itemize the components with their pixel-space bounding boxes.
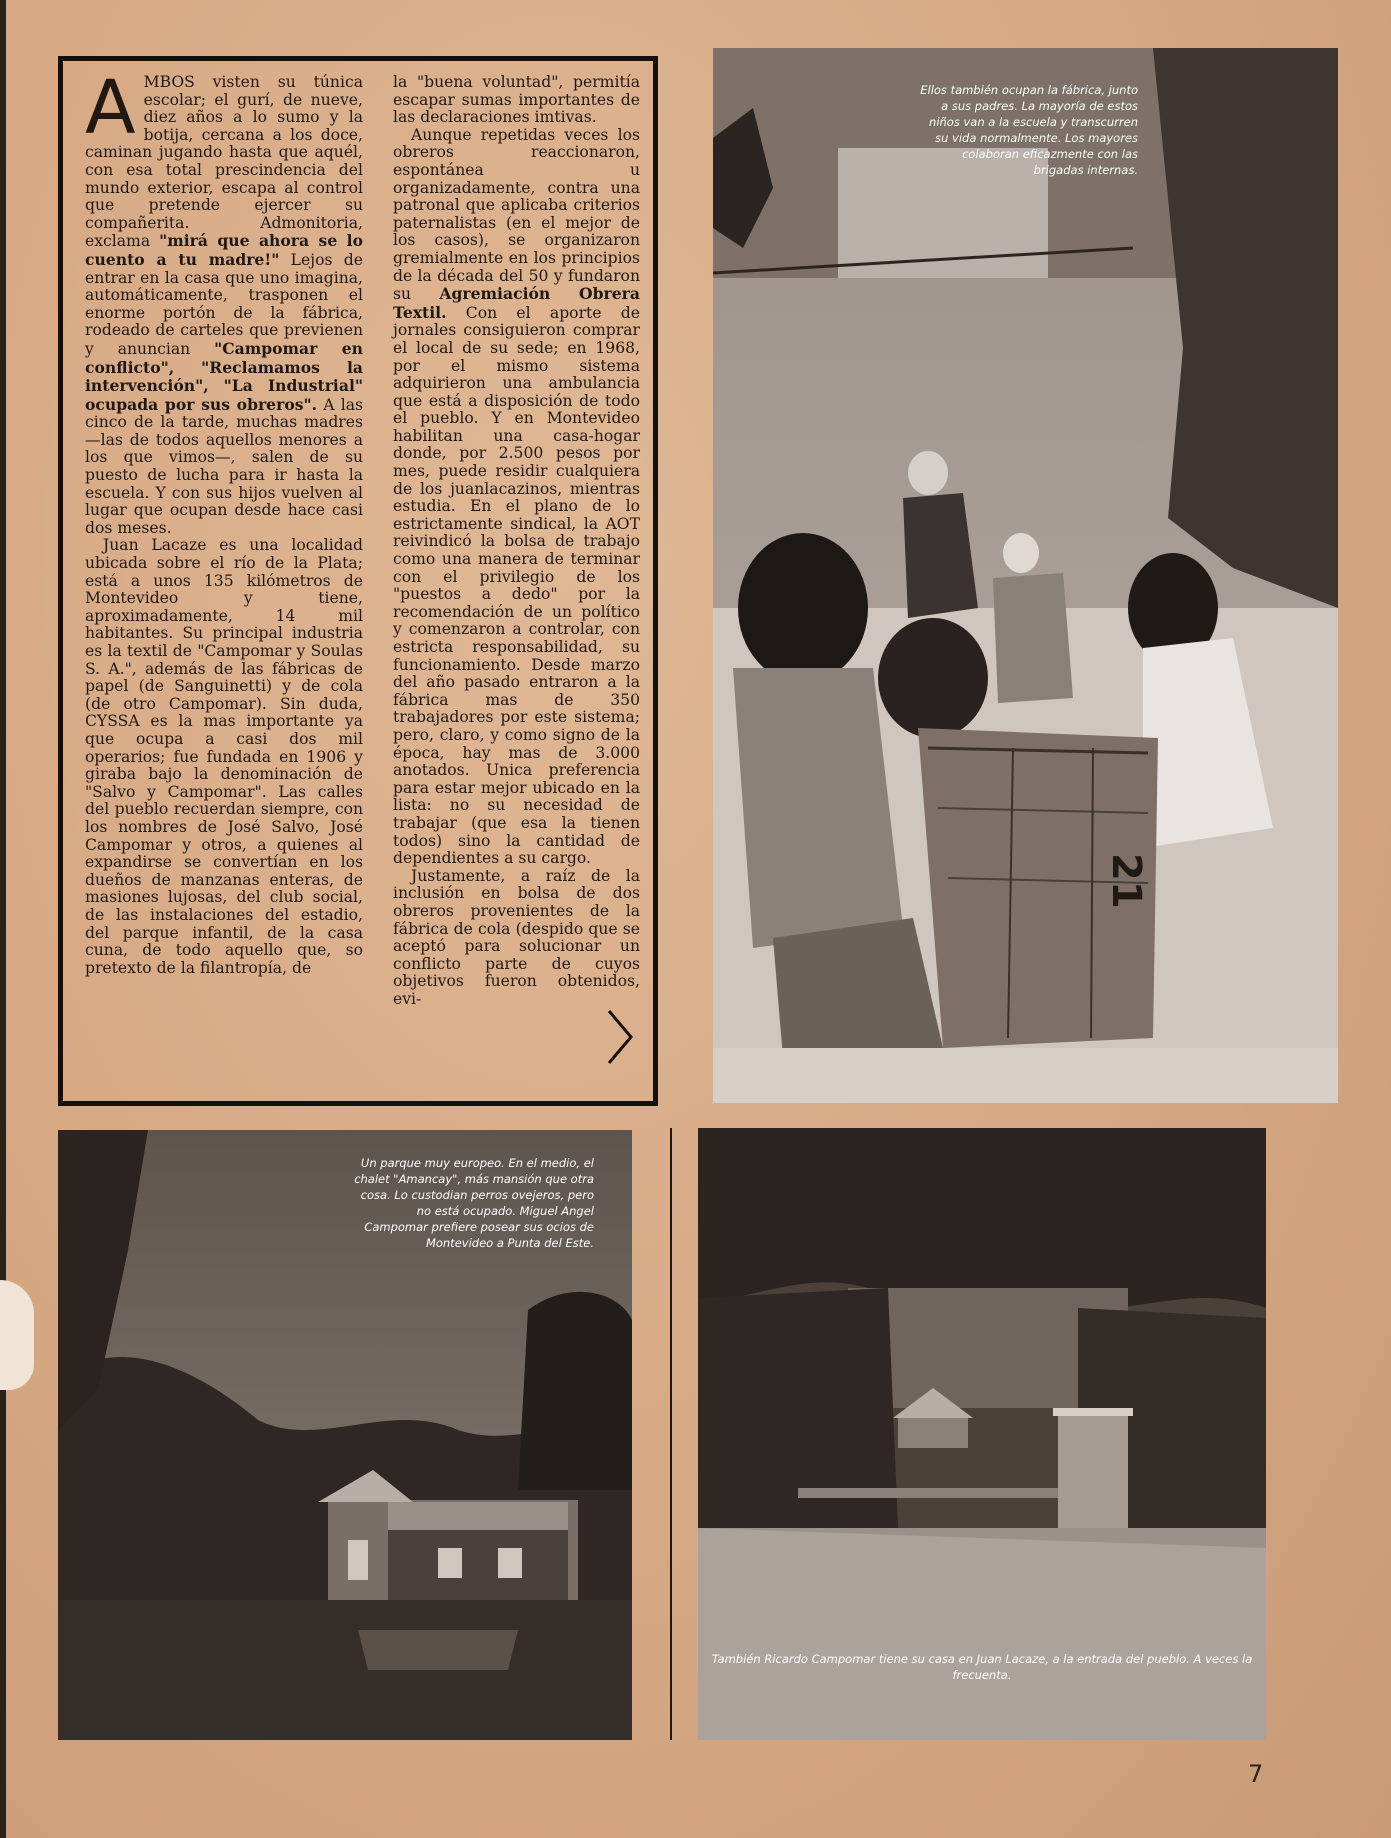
quote-mira: "mirá que ahora se lo cuento a tu madre!" — [85, 231, 363, 269]
article-column-2 — [393, 74, 640, 1008]
lead-paragraph — [85, 65, 364, 537]
binding-edge — [0, 0, 6, 1838]
lead-text: MBOS visten su túnica escolar; el gurí, de nueve, diez años a lo sumo y la botija, cercana a los doce, caminan jugando hasta que aquél, con esa total prescindencia del mundo exterior, escapa al control que pretende ejercer su compañerita. Admonitoria, exclama — [85, 73, 363, 251]
obreros-text-2: Con el aporte de jornales consiguieron comprar el local de su sede; en 1968, por el mismo sistema adquirieron una ambulancia que está a disposición de todo el pueblo. Y en Montevideo habilitan una casa-hogar donde, por 2.500 pesos por mes, puede residir cualquiera de los juanlacazinos, mientras estudia. En el plano de lo estrictamente sindical, la AOT reivindicó la bolsa de trabajo como una manera de terminar con el privilegio de los "puestos a dedo" por la recomendación de un político y comenzaron a controlar, con estricta responsabilidad, su funcionamiento. Desde marzo del año pasado entraron a la fábrica mas de 350 trabajadores por este sistema; pero, claro, y como signo de la época, hay mas de 3.000 anotados. Unica preferencia para estar mejor ubicado en la lista: no su necesidad de trabajar (que esa la tienen todos) sino la cantidad de dependientes a su cargo. — [393, 303, 640, 868]
column-divider — [670, 1128, 672, 1740]
lead-text-2: Lejos de entrar en la casa que uno imagina, automáticamente, trasponen el enorme portón de la fábrica, rodeado de carteles que previenen y anuncian — [85, 250, 363, 358]
caption-top-photo: Ellos también ocupan la fábrica, junto a sus padres. La mayoría de estos niños van a la escuela y transcurren su vida normalmente. Los mayores colaboran eficazmente con las brigadas internas. — [920, 83, 1138, 177]
paragraph-obreros — [393, 127, 640, 868]
continue-arrow-icon — [606, 1009, 634, 1065]
quote-carteles: "Campomar en conflicto", "Reclamamos la intervención", "La Industrial" ocupada por sus obreros". — [85, 338, 364, 414]
page-number: 7 — [1248, 1760, 1264, 1788]
caption-bottom-left: Un parque muy europeo. En el medio, el chalet "Amancay", más mansión que otra cosa. Lo custodian perros ovejeros, pero no está ocupado. Miguel Angel Campomar prefiere posear sus ocios de Montevideo a Punta del Este. — [354, 1156, 594, 1250]
photo-chalet-amancay — [58, 1130, 632, 1740]
paragraph-juan-lacaze: Juan Lacaze es una localidad ubicada sobre el río de la Plata; está a unos 135 kilómetros de Montevideo y tiene, aproximadamente, 14 mil habitantes. Su principal industria es la textil de "Campomar y Soulas S. A.", además de las fábricas de papel (de Sanguinetti) y de cola (de otro Campomar). Sin duda, CYSSA es la mas importante ya que ocupa a casi dos mil operarios; fue fundada en 1906 y giraba bajo la denominación de "Salvo y Campomar". Las calles del pueblo recuerdan siempre, con los nombres de José Salvo, José Campomar y otros, a quienes al expandirse se convertían en los dueños de manzanas enteras, de masiones lujosas, del club social, de las instalaciones del estadio, del parque infantil, de la casa cuna, de todo aquello que, so pretexto de la filantropía, de — [85, 536, 363, 977]
lead-text-3: A las cinco de la tarde, muchas madres —las de todos aquellos menores a los que vimos—, salen de su puesto de lucha para ir hasta la escuela. Y con sus hijos vuelven al lugar que ocupan desde hace casi dos meses. — [85, 395, 363, 537]
crate-marking: 21 — [1103, 853, 1149, 909]
article-columns — [85, 65, 640, 1089]
photo-workers-children — [713, 48, 1338, 1103]
paragraph-justamente: Justamente, a raíz de la inclusión en bolsa de dos obreros provenientes de la fábrica de cola (despido que se aceptó para solucionar un conflicto parte de cuyos objetivos fueron obtenidos, evi- — [393, 866, 640, 1008]
obreros-text: Aunque repetidas veces los obreros reaccionaron, espontánea u organizadamente, contra una patronal que aplicaba criterios paternalistas (en el mejor de los casos), se organizaron gremialmente en los principios de la década del 50 y fundaron su — [393, 125, 640, 304]
photo-ricardo-house-image — [698, 1128, 1266, 1740]
caption-bottom-right: También Ricardo Campomar tiene su casa en Juan Lacaze, a la entrada del pueblo. A veces la frecuenta. — [711, 1652, 1253, 1682]
article-column-1 — [85, 65, 364, 977]
drop-cap: A — [85, 65, 136, 151]
torn-paper-edge — [0, 1280, 34, 1390]
photo-ricardo-house — [698, 1128, 1266, 1740]
paragraph-buena-voluntad: la "buena voluntad", permitía escapar sumas importantes de las declaraciones imtivas. — [393, 73, 640, 127]
article-box — [58, 56, 658, 1106]
photo-workers-children-image — [713, 48, 1338, 1103]
aot-name: Agremiación Obrera Textil. — [393, 284, 640, 322]
